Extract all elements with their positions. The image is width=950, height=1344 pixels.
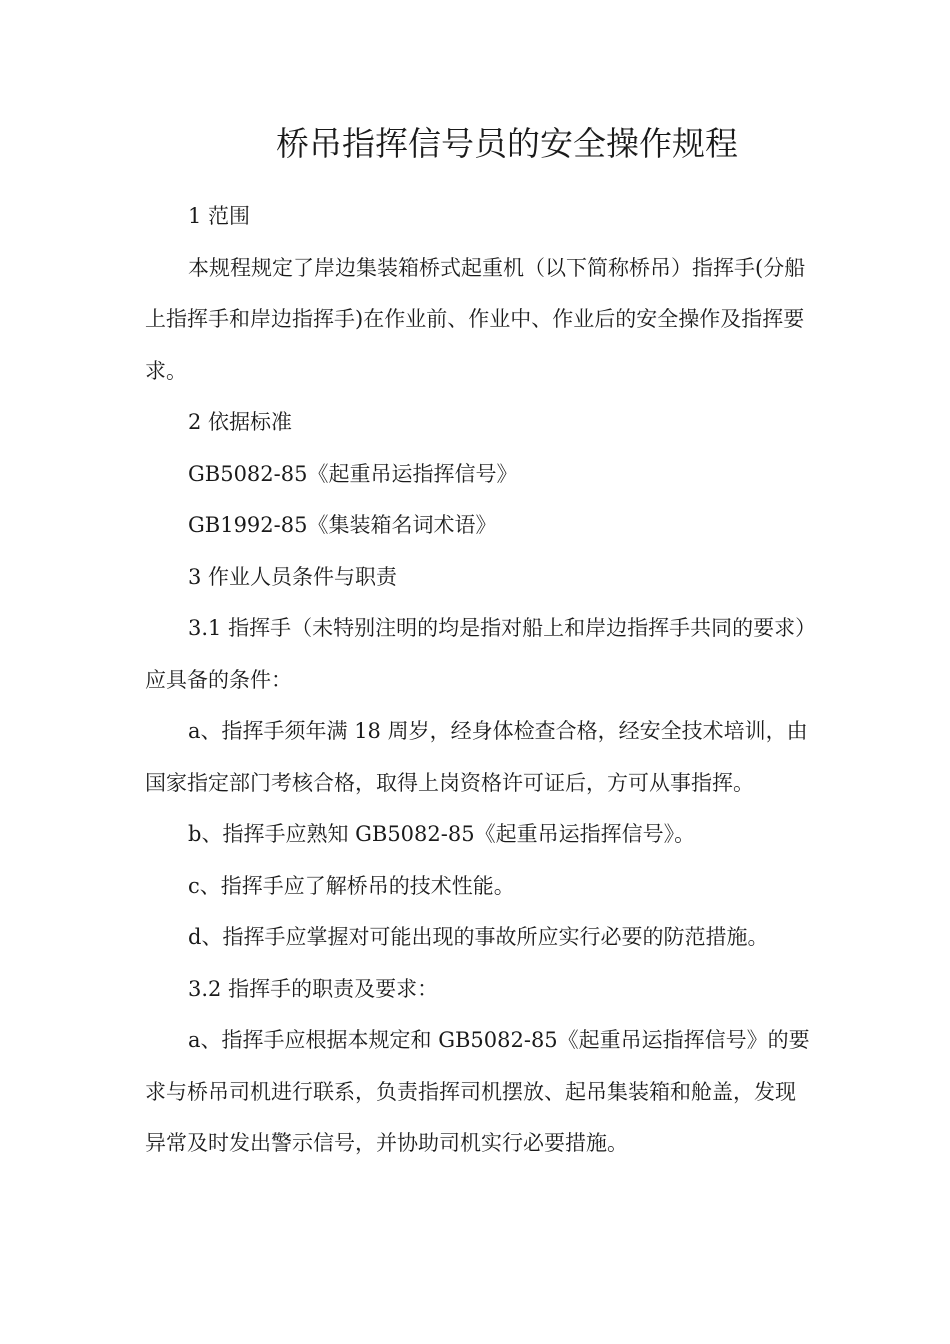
condition-item-a: a、指挥手须年满 18 周岁，经身体检查合格，经安全技术培训，由国家指定部门考核合格，取得上岗资格许可证后，方可从事指挥。 (145, 719, 808, 795)
standard-item-gb1992: GB1992-85《集装箱名词术语》 (188, 513, 497, 537)
section-1-paragraph: 本规程规定了岸边集装箱桥式起重机（以下简称桥吊）指挥手(分船上指挥手和岸边指挥手)在作业前、作业中、作业后的安全操作及指挥要求。 (145, 255, 806, 383)
section-3-heading: 3 作业人员条件与职责 (188, 564, 398, 589)
section-2-heading: 2 依据标准 (188, 410, 293, 434)
section-3-2-heading: 3.2 指挥手的职责及要求： (188, 976, 439, 1001)
section-3-1-paragraph: 3.1 指挥手（未特别注明的均是指对船上和岸边指挥手共同的要求）应具备的条件： (145, 616, 806, 692)
condition-item-c: c、指挥手应了解桥吊的技术性能。 (188, 873, 515, 898)
document-title: 桥吊指挥信号员的安全操作规程 (276, 124, 738, 163)
condition-item-d: d、指挥手应掌握对可能出现的事故所应实行必要的防范措施。 (188, 925, 769, 949)
duty-item-a: a、指挥手应根据本规定和 GB5082-85《起重吊运指挥信号》的要求与桥吊司机进行联系，负责指挥司机摆放、起吊集装箱和舱盖，发现异常及时发出警示信号，并协助司机实行必要措施。 (145, 1028, 810, 1155)
document-body (145, 191, 815, 1170)
condition-item-b: b、指挥手应熟知 GB5082-85《起重吊运指挥信号》。 (188, 822, 696, 846)
standard-item-gb5082: GB5082-85《起重吊运指挥信号》 (188, 461, 518, 486)
section-1-heading: 1 范围 (188, 204, 251, 228)
